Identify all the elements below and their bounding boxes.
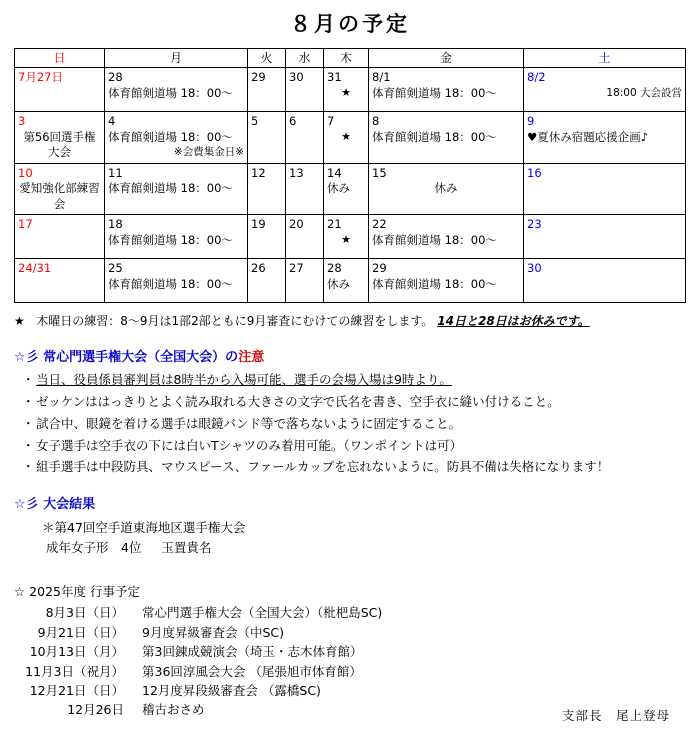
day-number: 15 xyxy=(372,165,387,180)
calendar-cell xyxy=(324,163,369,215)
schedule-text: 常心門選手権大会（全国大会）（枇杷島SC) xyxy=(142,605,383,621)
day-event: 18:00 大会設営 xyxy=(606,86,682,99)
calendar-header-wed: 水 xyxy=(286,49,324,68)
day-number: 31 xyxy=(327,70,342,85)
day-number: 27 xyxy=(289,261,304,276)
day-number: 4 xyxy=(108,114,116,129)
calendar-cell xyxy=(105,163,248,215)
results-name: 玉置貴名 xyxy=(161,540,212,556)
list-item: ・ ゼッケンははっきりとよく読み取れる大きさの文字で氏名を書き、空手衣に縫い付けること。 xyxy=(36,393,686,412)
calendar-week-row xyxy=(15,259,686,303)
day-number: 17 xyxy=(18,217,33,232)
day-event: 体育館剣道場 18：00〜 xyxy=(108,276,233,291)
list-item: ・ 組手選手は中段防具、マウスピース、ファールカップを忘れないように。防具不備は失格になります！ xyxy=(36,458,686,477)
calendar-cell xyxy=(286,68,324,112)
calendar-cell xyxy=(369,215,524,259)
calendar-cell xyxy=(286,259,324,303)
calendar-week-row xyxy=(15,112,686,164)
day-event: 第56回選手権大会 xyxy=(23,129,96,160)
day-event: 休み xyxy=(434,181,458,196)
day-number: 30 xyxy=(527,261,542,276)
star-icon: ★ xyxy=(341,85,351,99)
calendar-cell xyxy=(105,215,248,259)
attention-list xyxy=(14,371,686,477)
page-title: ８月の予定 xyxy=(290,12,410,36)
schedule-date: 8月3日（日） xyxy=(45,605,124,621)
attention-heading xyxy=(14,346,686,365)
star-icon: ★ xyxy=(341,129,351,143)
calendar-cell xyxy=(15,68,105,112)
day-event: 体育館剣道場 18：00〜 xyxy=(108,232,233,247)
list-item xyxy=(36,371,686,390)
schedule-row xyxy=(14,681,686,700)
calendar-header-sat: 土 xyxy=(524,49,686,68)
day-number: 30 xyxy=(289,70,304,85)
signature: 支部長 尾上登母 xyxy=(561,708,670,723)
calendar-cell xyxy=(369,112,524,164)
day-event-note: ※会費集金日※ xyxy=(173,146,244,159)
calendar-cell xyxy=(248,112,286,164)
day-number: 11 xyxy=(108,165,123,180)
schedule-date: 12月21日（日） xyxy=(29,682,124,698)
calendar-cell xyxy=(15,163,105,215)
calendar-cell xyxy=(524,259,686,303)
schedule-row xyxy=(14,603,686,622)
calendar-week-row xyxy=(15,68,686,112)
calendar-header-thu: 木 xyxy=(324,49,369,68)
calendar-header-sun: 日 xyxy=(15,49,105,68)
day-number: 21 xyxy=(327,217,342,232)
calendar-cell xyxy=(324,68,369,112)
calendar-week-row xyxy=(15,215,686,259)
calendar-cell xyxy=(248,163,286,215)
day-event: 体育館剣道場 18：00〜 xyxy=(108,85,233,100)
calendar-cell xyxy=(286,215,324,259)
calendar-cell xyxy=(324,215,369,259)
schedule-text: 第3回錬成競演会（埼玉・志木体育館） xyxy=(142,644,363,660)
calendar-header-tue: 火 xyxy=(248,49,286,68)
day-number: 28 xyxy=(327,261,342,276)
calendar-cell xyxy=(248,259,286,303)
calendar-header-row xyxy=(15,49,686,68)
calendar-cell xyxy=(105,68,248,112)
schedule-row xyxy=(14,623,686,642)
schedule-text: 第36回淳風会大会 （尾張旭市体育館） xyxy=(142,663,362,679)
schedule-date: 12月26日 xyxy=(67,702,124,718)
day-number: 12 xyxy=(251,165,266,180)
day-number: 23 xyxy=(527,217,542,232)
day-number: 3 xyxy=(18,114,26,129)
schedule-date: 11月3日（祝月） xyxy=(25,663,124,679)
day-number: 13 xyxy=(289,165,304,180)
day-number: 8 xyxy=(372,114,380,129)
day-number: 25 xyxy=(108,261,123,276)
practice-note-text: 木曜日の練習：8〜9月は1部2部ともに9月審査にむけての練習をします。 xyxy=(36,314,434,329)
day-number: 5 xyxy=(251,114,259,129)
results-block xyxy=(14,518,686,558)
schedule-row xyxy=(14,642,686,661)
document-page xyxy=(0,8,700,740)
day-number: 20 xyxy=(289,217,304,232)
calendar-cell xyxy=(324,259,369,303)
list-item-text: 当日、役員係員審判員は8時半から入場可能、選手の会場入場は9時より。 xyxy=(36,372,452,388)
day-event: 体育館剣道場 18：00〜 xyxy=(372,276,497,291)
list-item: ・ 女子選手は空手衣の下には白いTシャツのみ着用可能。（ワンポイントは可） xyxy=(36,437,686,456)
calendar-cell xyxy=(524,215,686,259)
day-event: 体育館剣道場 18：00〜 xyxy=(108,181,233,196)
day-number: 6 xyxy=(289,114,297,129)
calendar-cell xyxy=(15,259,105,303)
day-event: ♥夏休み宿題応援企画♪ xyxy=(527,129,649,144)
calendar-cell xyxy=(369,163,524,215)
day-event: 休み xyxy=(327,181,350,196)
day-number: 9 xyxy=(527,114,535,129)
day-number: 19 xyxy=(251,217,266,232)
day-event: 体育館剣道場 18：00〜 xyxy=(108,129,233,144)
schedule-date: 10月13日（月） xyxy=(29,644,124,660)
calendar-cell xyxy=(324,112,369,164)
day-number: 29 xyxy=(251,70,266,85)
calendar-cell xyxy=(286,112,324,164)
day-event: 体育館剣道場 18：00〜 xyxy=(372,85,497,100)
calendar-cell xyxy=(524,68,686,112)
calendar-cell xyxy=(369,68,524,112)
attention-heading-prefix: ☆彡 常心門選手権大会（全国大会）の xyxy=(14,350,239,366)
day-number: 28 xyxy=(108,70,123,85)
day-number: 8/1 xyxy=(372,70,391,85)
day-number: 26 xyxy=(251,261,266,276)
attention-heading-accent: 注意 xyxy=(238,350,265,366)
practice-note-emphasis: 14日と28日はお休みです。 xyxy=(437,314,590,329)
star-icon: ★ xyxy=(341,232,351,246)
results-category: 成年女子形 4位 xyxy=(46,540,142,556)
day-number: 10 xyxy=(18,165,33,180)
day-number: 29 xyxy=(372,261,387,276)
results-heading: ☆彡 大会結果 xyxy=(14,497,96,513)
calendar-cell xyxy=(369,259,524,303)
day-event: 愛知強化部練習会 xyxy=(19,181,100,211)
practice-note xyxy=(14,312,686,330)
calendar-cell xyxy=(15,112,105,164)
schedule-text: 9月度昇級審査会（中SC) xyxy=(142,624,284,640)
day-number: 18 xyxy=(108,217,123,232)
day-number: 7 xyxy=(327,114,335,129)
schedule-row xyxy=(14,662,686,681)
day-number: 8/2 xyxy=(527,70,546,85)
calendar-header-mon: 月 xyxy=(105,49,248,68)
calendar-header-fri: 金 xyxy=(369,49,524,68)
schedule-date: 9月21日（日） xyxy=(37,624,124,640)
schedule-heading: ☆ 2025年度 行事予定 xyxy=(14,584,140,600)
calendar-week-row xyxy=(15,163,686,215)
calendar-cell xyxy=(248,68,286,112)
results-detail xyxy=(14,538,686,558)
calendar-table xyxy=(14,48,686,303)
list-item: ・ 試合中、眼鏡を着ける選手は眼鏡バンド等で落ちないように固定すること。 xyxy=(36,415,686,434)
calendar-cell xyxy=(524,112,686,164)
calendar-cell xyxy=(524,163,686,215)
schedule-text: 稽古おさめ xyxy=(142,702,205,718)
calendar-cell xyxy=(15,215,105,259)
star-icon: ★ xyxy=(14,314,25,329)
day-number: 22 xyxy=(372,217,387,232)
day-number: 16 xyxy=(527,165,542,180)
schedule-text: 12月度昇段級審査会 （露橋SC) xyxy=(142,682,321,698)
day-event: 休み xyxy=(327,276,350,291)
day-event: 体育館剣道場 18：00〜 xyxy=(372,129,497,144)
day-number: 14 xyxy=(327,165,342,180)
calendar-cell xyxy=(286,163,324,215)
calendar-cell xyxy=(248,215,286,259)
day-event: 体育館剣道場 18：00〜 xyxy=(372,232,497,247)
annual-schedule xyxy=(14,582,686,720)
results-event: ＊第47回空手道東海地区選手権大会 xyxy=(42,520,246,536)
day-number: 24/31 xyxy=(18,261,52,276)
calendar-cell xyxy=(105,259,248,303)
calendar-cell xyxy=(105,112,248,164)
day-number: 7月27日 xyxy=(18,70,63,85)
